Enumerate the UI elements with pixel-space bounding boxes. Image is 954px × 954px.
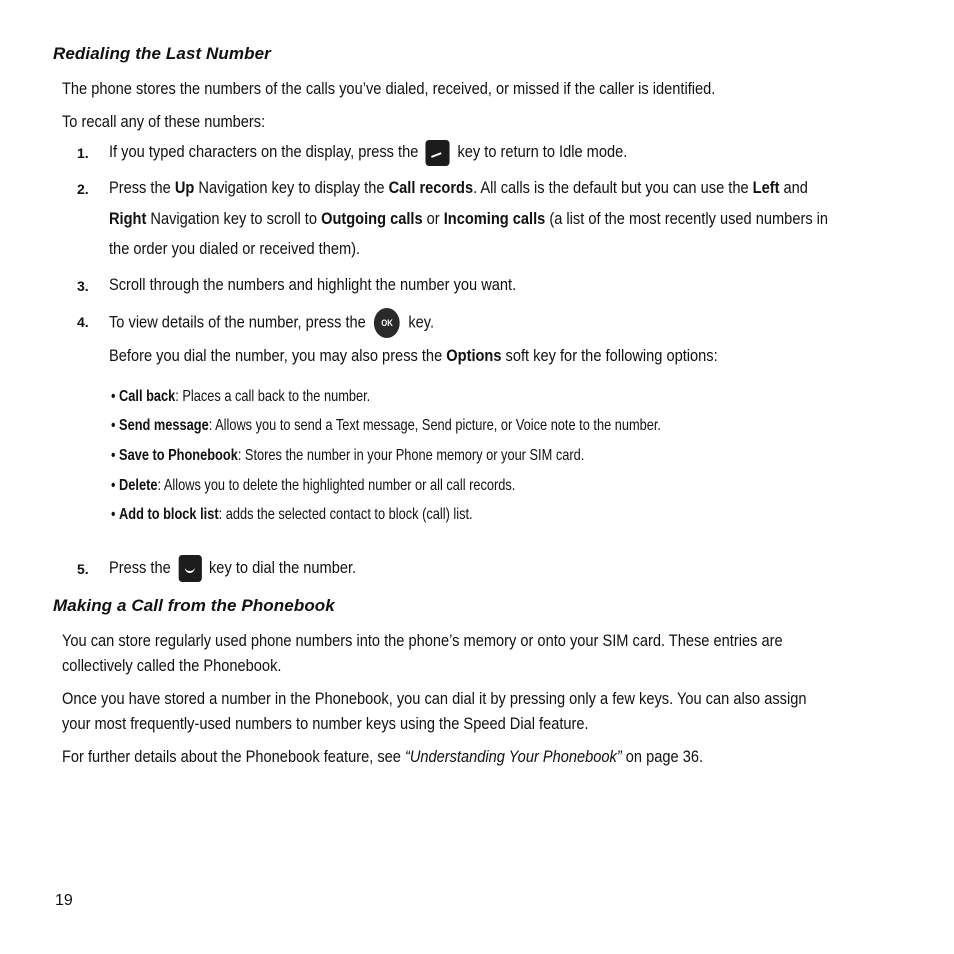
ok-key-icon: OK [374, 308, 400, 338]
text: the order you dialed or received them). [109, 239, 361, 258]
step-5-text-b: key to dial the number. [209, 558, 357, 577]
phonebook-paragraph-1-line-1: You can store regularly used phone numbers into the phone’s memory or onto your SIM card. These entries are [62, 631, 783, 650]
option-desc: : Allows you to delete the highlighted number or all call records. [157, 477, 516, 494]
page-number: 19 [55, 892, 73, 909]
step-number: 4. [77, 314, 89, 330]
option-desc: : Allows you to send a Text message, Send picture, or Voice note to the number. [208, 417, 661, 434]
option-label: Delete [119, 477, 158, 494]
step-2-line-3 [109, 236, 360, 261]
send-key-icon [178, 555, 201, 582]
intro-paragraph: The phone stores the numbers of the calls you’ve dialed, received, or missed if the caller is identified. [62, 79, 716, 98]
option-label: Save to Phonebook [119, 447, 238, 464]
phonebook-paragraph-2-line-2: your most frequently-used numbers to number keys using the Speed Dial feature. [62, 714, 589, 733]
step-number: 1. [77, 145, 89, 161]
text: and [779, 178, 808, 197]
cross-reference-link[interactable]: “Understanding Your Phonebook” [404, 747, 622, 766]
section-heading-phonebook: Making a Call from the Phonebook [53, 596, 335, 615]
menu-name-outgoing-calls: Outgoing calls [321, 209, 423, 228]
step-1-text-a: If you typed characters on the display, press the [109, 142, 419, 161]
text: or [422, 209, 444, 228]
step-number: 2. [77, 181, 89, 197]
step-number: 5. [77, 561, 89, 577]
step-4-subtext [109, 343, 718, 368]
text: soft key for the following options: [501, 346, 718, 365]
text: Press the [109, 178, 175, 197]
step-1-text-b: key to return to Idle mode. [457, 142, 628, 161]
key-name-right: Right [109, 209, 147, 228]
text: (a list of the most recently used numbers in [545, 209, 829, 228]
option-add-to-block-list: • Add to block list: adds the selected contact to block (call) list. [111, 506, 473, 523]
step-1-text [109, 139, 627, 166]
soft-key-options: Options [446, 346, 502, 365]
text: on page 36. [621, 747, 704, 766]
option-save-to-phonebook: • Save to Phonebook: Stores the number in your Phone memory or your SIM card. [111, 447, 585, 464]
step-4-text-a: To view details of the number, press the [109, 312, 366, 332]
step-4-text-b: key. [408, 312, 435, 332]
menu-name-call-records: Call records [388, 178, 474, 197]
step-4-text [109, 308, 434, 338]
option-desc: : adds the selected contact to block (call) list. [218, 506, 473, 523]
option-send-message: • Send message: Allows you to send a Text message, Send picture, or Voice note to the number. [111, 417, 661, 434]
text: Before you dial the number, you may also press the [109, 346, 447, 365]
option-delete: • Delete: Allows you to delete the highlighted number or all call records. [111, 477, 516, 494]
text: . All calls is the default but you can use the [473, 178, 753, 197]
step-5-text-a: Press the [109, 558, 171, 577]
key-name-left: Left [752, 178, 780, 197]
option-label: Send message [119, 417, 209, 434]
key-name-up: Up [174, 178, 195, 197]
end-key-icon [426, 140, 450, 166]
option-label: Add to block list [119, 506, 219, 523]
phonebook-paragraph-3 [62, 744, 703, 769]
step-2-line-2 [109, 206, 828, 231]
section-heading-redial: Redialing the Last Number [53, 44, 271, 63]
text: Navigation key to scroll to [146, 209, 322, 228]
text: For further details about the Phonebook feature, see [62, 747, 405, 766]
phonebook-paragraph-2-line-1: Once you have stored a number in the Phonebook, you can dial it by pressing only a few keys. You can also assign [62, 689, 807, 708]
step-3-text: Scroll through the numbers and highlight the number you want. [109, 275, 517, 294]
menu-name-incoming-calls: Incoming calls [443, 209, 546, 228]
option-call-back: • Call back: Places a call back to the number. [111, 388, 371, 405]
option-desc: : Stores the number in your Phone memory or your SIM card. [237, 447, 585, 464]
option-label: Call back [119, 388, 176, 405]
step-5-text [109, 555, 356, 582]
phonebook-paragraph-1-line-2: collectively called the Phonebook. [62, 656, 282, 675]
option-desc: : Places a call back to the number. [175, 388, 371, 405]
step-number: 3. [77, 278, 89, 294]
step-2-line-1 [109, 175, 808, 200]
recall-paragraph: To recall any of these numbers: [62, 112, 266, 131]
text: Navigation key to display the [194, 178, 389, 197]
